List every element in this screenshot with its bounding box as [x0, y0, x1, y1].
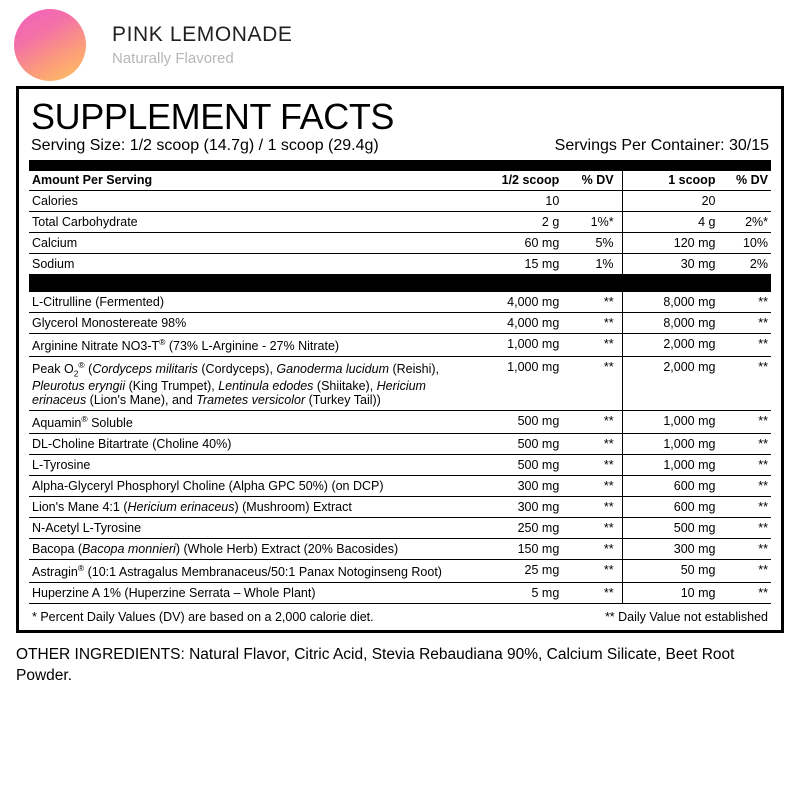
ingredient-name: Arginine Nitrate NO3-T® (73% L-Arginine - 27% Nitrate): [29, 333, 466, 356]
ingredient-amount-half: 4,000 mg: [466, 312, 559, 333]
table-row: [29, 433, 771, 454]
other-ingredients: [16, 645, 784, 687]
ingredient-dv-half: **: [559, 312, 622, 333]
ingredient-amount-half: 300 mg: [466, 496, 559, 517]
table-row: [29, 253, 771, 274]
table-row: [29, 292, 771, 313]
ingredient-dv-half: **: [559, 496, 622, 517]
ingredient-dv-half: **: [559, 538, 622, 559]
ingredient-name: Astragin® (10:1 Astragalus Membranaceus/50:1 Panax Notoginseng Root): [29, 559, 466, 582]
table-row: [29, 333, 771, 356]
table-row: [29, 454, 771, 475]
table-row: [29, 582, 771, 603]
ingredient-dv-one: **: [715, 433, 771, 454]
nutrient-dv-half: [559, 190, 622, 211]
ingredient-name: Lion's Mane 4:1 (Hericium erinaceus) (Mushroom) Extract: [29, 496, 466, 517]
header-dv-one: % DV: [715, 171, 771, 191]
divider-thick-top: [29, 160, 771, 171]
nutrient-dv-one: 10%: [715, 232, 771, 253]
divider-thick-middle: [29, 274, 771, 292]
ingredient-name: DL-Choline Bitartrate (Choline 40%): [29, 433, 466, 454]
ingredient-amount-one: 2,000 mg: [622, 356, 715, 410]
flavor-swatch-icon: [14, 9, 86, 81]
nutrient-dv-half: 5%: [559, 232, 622, 253]
ingredient-amount-one: 2,000 mg: [622, 333, 715, 356]
ingredient-amount-half: 25 mg: [466, 559, 559, 582]
ingredient-amount-one: 8,000 mg: [622, 292, 715, 313]
ingredient-dv-one: **: [715, 496, 771, 517]
nutrient-name: Sodium: [29, 253, 466, 274]
ingredient-dv-one: **: [715, 475, 771, 496]
ingredient-amount-half: 1,000 mg: [466, 333, 559, 356]
ingredient-dv-half: **: [559, 333, 622, 356]
table-row: [29, 496, 771, 517]
ingredient-amount-one: 10 mg: [622, 582, 715, 603]
ingredient-name: Alpha-Glyceryl Phosphoryl Choline (Alpha GPC 50%) (on DCP): [29, 475, 466, 496]
ingredient-amount-half: 250 mg: [466, 517, 559, 538]
ingredient-dv-half: **: [559, 433, 622, 454]
ingredient-amount-one: 300 mg: [622, 538, 715, 559]
nutrient-name: Total Carbohydrate: [29, 211, 466, 232]
flavor-header: [0, 0, 800, 86]
ingredient-amount-half: 150 mg: [466, 538, 559, 559]
footnote-daily-value: * Percent Daily Values (DV) are based on a 2,000 calorie diet.: [32, 609, 374, 624]
header-dv-half: % DV: [559, 171, 622, 191]
ingredient-dv-half: **: [559, 356, 622, 410]
table-row: [29, 538, 771, 559]
nutrient-amount-half: 60 mg: [466, 232, 559, 253]
ingredient-dv-one: **: [715, 312, 771, 333]
nutrient-dv-one: 2%*: [715, 211, 771, 232]
flavor-name: PINK LEMONADE: [112, 22, 293, 46]
ingredient-dv-one: **: [715, 410, 771, 433]
ingredient-amount-one: 500 mg: [622, 517, 715, 538]
ingredient-dv-one: **: [715, 292, 771, 313]
nutrient-name: Calories: [29, 190, 466, 211]
nutrient-amount-half: 15 mg: [466, 253, 559, 274]
ingredient-amount-half: 500 mg: [466, 433, 559, 454]
ingredient-amount-half: 1,000 mg: [466, 356, 559, 410]
table-row: [29, 475, 771, 496]
facts-table: [29, 171, 771, 604]
ingredient-amount-half: 300 mg: [466, 475, 559, 496]
ingredient-name: N-Acetyl L-Tyrosine: [29, 517, 466, 538]
ingredient-dv-half: **: [559, 475, 622, 496]
ingredient-name: L-Citrulline (Fermented): [29, 292, 466, 313]
table-row: [29, 559, 771, 582]
other-ingredients-label: OTHER INGREDIENTS:: [16, 645, 185, 663]
ingredient-dv-one: **: [715, 454, 771, 475]
ingredient-amount-one: 600 mg: [622, 475, 715, 496]
ingredient-amount-half: 500 mg: [466, 410, 559, 433]
header-one-scoop: 1 scoop: [622, 171, 715, 191]
ingredient-name: Glycerol Monostereate 98%: [29, 312, 466, 333]
footnote-not-established: ** Daily Value not established: [604, 609, 768, 624]
ingredient-dv-one: **: [715, 559, 771, 582]
ingredient-dv-half: **: [559, 517, 622, 538]
serving-info-row: [31, 137, 769, 155]
nutrient-name: Calcium: [29, 232, 466, 253]
ingredient-name: Peak $O_2®$ (Cordyceps militaris (Cordyceps), Ganoderma lucidum (Reishi), Pleurotus eryngii (King Trumpet), Lentinula edodes (Shiitake), Hericium erinaceus (Lion's Mane), and Trametes versicolor (Turkey Tail)): [29, 356, 466, 410]
ingredient-amount-half: 500 mg: [466, 454, 559, 475]
table-row: [29, 410, 771, 433]
supplement-facts-panel: [16, 86, 784, 633]
ingredient-dv-one: **: [715, 333, 771, 356]
ingredient-name: L-Tyrosine: [29, 454, 466, 475]
ingredient-dv-one: **: [715, 517, 771, 538]
ingredient-amount-one: 1,000 mg: [622, 410, 715, 433]
flavor-text-block: [112, 23, 293, 67]
table-row: [29, 190, 771, 211]
table-row: [29, 232, 771, 253]
footnotes: [29, 604, 771, 626]
table-row: [29, 517, 771, 538]
nutrient-dv-half: 1%: [559, 253, 622, 274]
header-amount-per-serving: Amount Per Serving: [29, 171, 466, 191]
nutrient-amount-half: 2 g: [466, 211, 559, 232]
table-row: [29, 211, 771, 232]
ingredient-amount-one: 600 mg: [622, 496, 715, 517]
ingredient-name: Huperzine A 1% (Huperzine Serrata – Whole Plant): [29, 582, 466, 603]
other-ingredients-text: Natural Flavor, Citric Acid, Stevia Rebaudiana 90%, Calcium Silicate, Beet Root Powder.: [16, 645, 735, 684]
nutrient-amount-half: 10: [466, 190, 559, 211]
ingredient-amount-half: 5 mg: [466, 582, 559, 603]
ingredient-amount-one: 1,000 mg: [622, 433, 715, 454]
ingredient-dv-half: **: [559, 582, 622, 603]
ingredient-amount-one: 8,000 mg: [622, 312, 715, 333]
table-row: [29, 356, 771, 410]
ingredient-dv-half: **: [559, 292, 622, 313]
ingredient-amount-one: 1,000 mg: [622, 454, 715, 475]
facts-header-row: [29, 171, 771, 191]
ingredient-dv-half: **: [559, 410, 622, 433]
nutrient-amount-one: 20: [622, 190, 715, 211]
nutrient-amount-one: 4 g: [622, 211, 715, 232]
serving-size: Serving Size: 1/2 scoop (14.7g) / 1 scoop (29.4g): [31, 136, 379, 154]
divider-cell: [29, 274, 771, 292]
table-row: [29, 312, 771, 333]
flavor-subtitle: Naturally Flavored: [112, 49, 234, 67]
nutrient-dv-half: 1%*: [559, 211, 622, 232]
ingredient-dv-one: **: [715, 538, 771, 559]
nutrient-amount-one: 120 mg: [622, 232, 715, 253]
nutrient-dv-one: [715, 190, 771, 211]
ingredient-name: Aquamin® Soluble: [29, 410, 466, 433]
ingredient-name: Bacopa (Bacopa monnieri) (Whole Herb) Extract (20% Bacosides): [29, 538, 466, 559]
servings-per-container: Servings Per Container: 30/15: [554, 136, 769, 154]
nutrient-dv-one: 2%: [715, 253, 771, 274]
ingredient-dv-half: **: [559, 559, 622, 582]
ingredient-dv-one: **: [715, 582, 771, 603]
ingredient-amount-one: 50 mg: [622, 559, 715, 582]
page-title: SUPPLEMENT FACTS: [31, 96, 395, 137]
ingredient-dv-half: **: [559, 454, 622, 475]
header-half-scoop: 1/2 scoop: [466, 171, 559, 191]
ingredient-amount-half: 4,000 mg: [466, 292, 559, 313]
ingredient-dv-one: **: [715, 356, 771, 410]
nutrient-amount-one: 30 mg: [622, 253, 715, 274]
